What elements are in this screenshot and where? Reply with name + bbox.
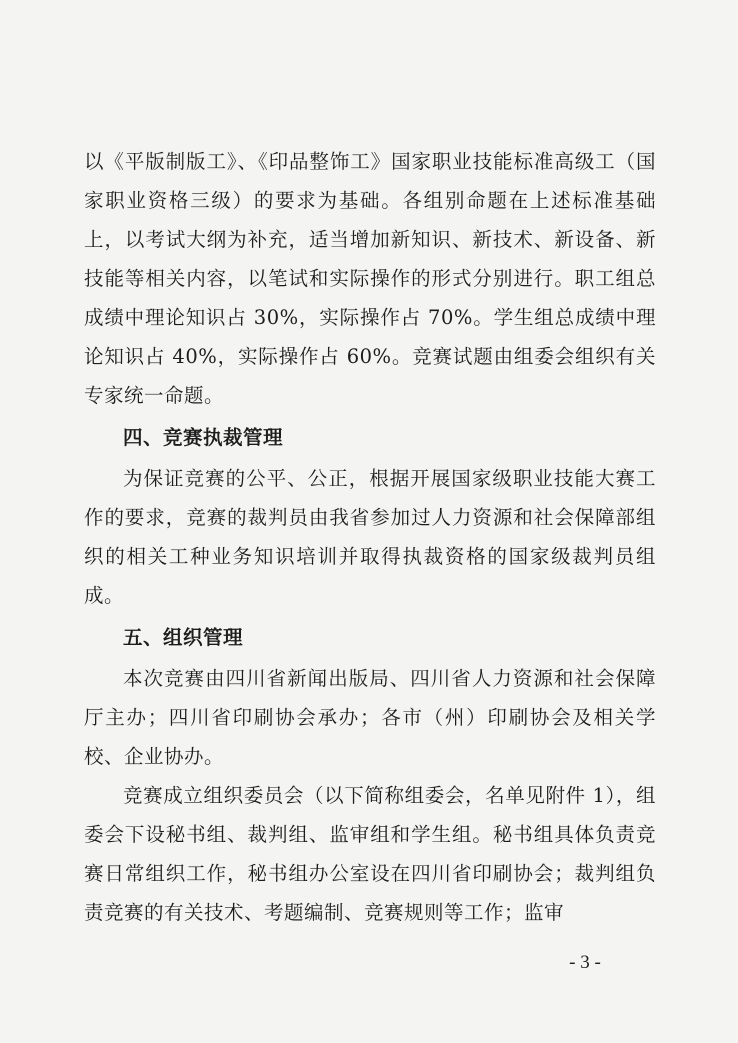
section-heading-judging: 四、竞赛执裁管理	[123, 426, 284, 449]
page-number: - 3 -	[569, 952, 601, 973]
section-heading-organization: 五、组织管理	[123, 626, 244, 649]
paragraph-exam-standards: 以《平版制版工》、《印品整饰工》国家职业技能标准高级工（国家职业资格三级）的要求为基础。各组别命题在上述标准基础上，以考试大纲为补充，适当增加新知识、新技术、新设备、新技能等相关内容，以笔试和实际操作的形式分别进行。职工组总成绩中理论知识占 30%，实际操作占 70%。学生组总成绩中理论知识占 40%，实际操作占 60%。竞赛试题由组委会组织有关专家统一命题。	[84, 150, 656, 407]
page-content	[84, 142, 656, 932]
paragraph-judging: 为保证竞赛的公平、公正，根据开展国家级职业技能大赛工作的要求，竞赛的裁判员由我省参加过人力资源和社会保障部组织的相关工种业务知识培训并取得执裁资格的国家级裁判员组成。	[84, 467, 656, 607]
paragraph-committee: 竞赛成立组织委员会（以下简称组委会，名单见附件 1），组委会下设秘书组、裁判组、监审组和学生组。秘书组具体负责竞赛日常组织工作，秘书组办公室设在四川省印刷协会；裁判组负责竞赛的有关技术、考题编制、竞赛规则等工作；监审	[84, 784, 656, 924]
paragraph-organizers: 本次竞赛由四川省新闻出版局、四川省人力资源和社会保障厅主办；四川省印刷协会承办；各市（州）印刷协会及相关学校、企业协办。	[84, 667, 656, 768]
